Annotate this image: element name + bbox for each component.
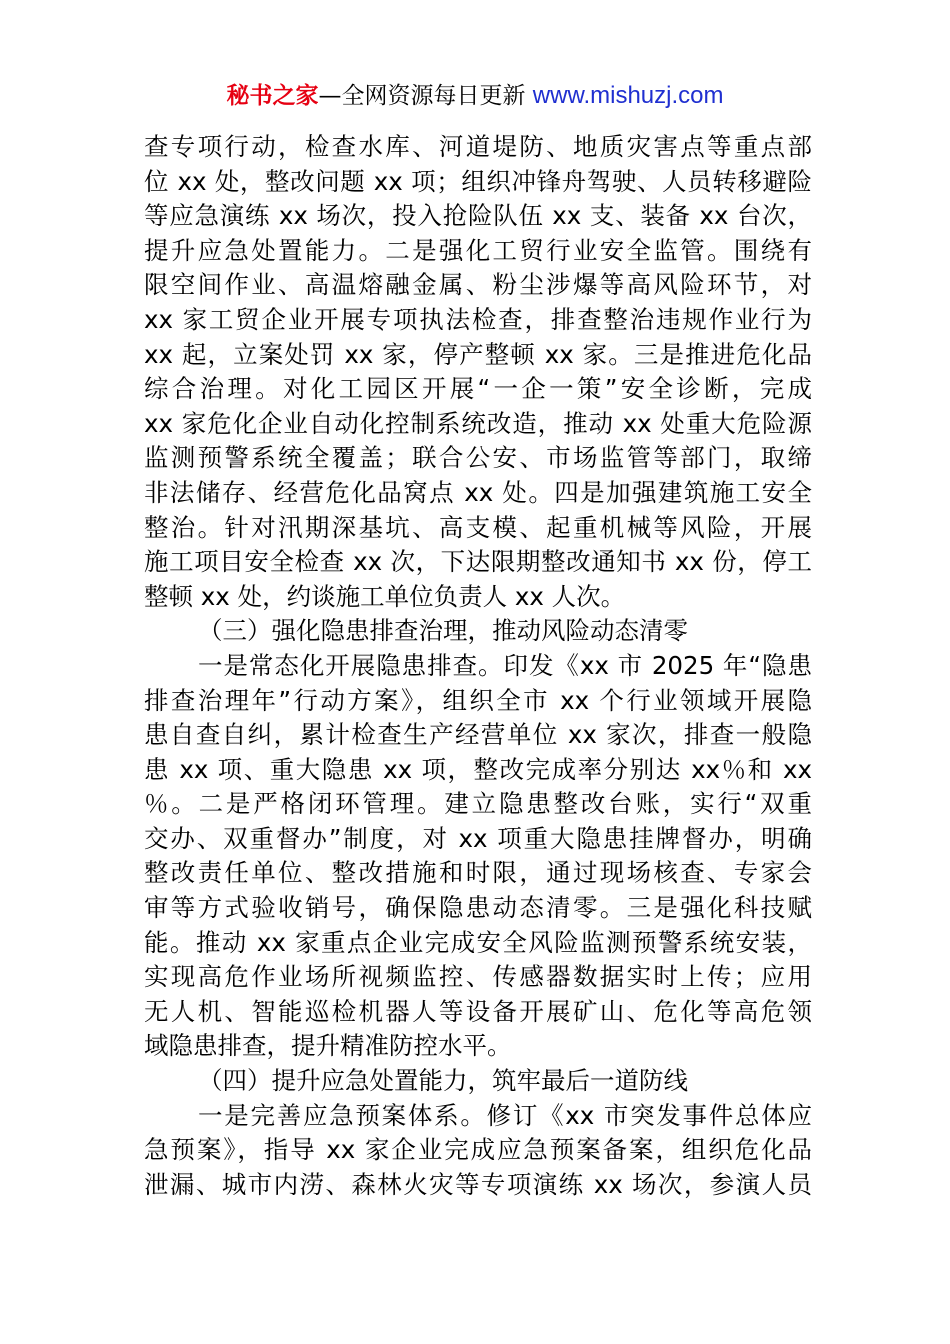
text-line: 查专项行动，检查水库、河道堤防、地质灾害点等重点部	[144, 132, 812, 161]
text-line: 域隐患排查，提升精准防控水平。	[144, 1031, 512, 1061]
text-line: xx 起，立案处罚 xx 家，停产整顿 xx 家。三是推进危化品	[144, 339, 812, 369]
text-line: 非法储存、经营危化品窝点 xx 处。四是加强建筑施工安全	[144, 477, 812, 507]
text-line: 排查治理年”行动方案》，组织全市 xx 个行业领域开展隐	[144, 685, 812, 715]
site-header	[0, 80, 950, 112]
document-body	[144, 130, 812, 1202]
text-line: 限空间作业、高温熔融金属、粉尘涉爆等高风险环节，对	[144, 270, 812, 300]
text-line: 提升应急处置能力。二是强化工贸行业安全监管。围绕有	[144, 235, 812, 265]
site-url-link[interactable]: www.mishuzj.com	[532, 82, 724, 109]
text-line: xx 家工贸企业开展专项执法检查，排查整治违规作业行为	[144, 304, 812, 334]
text-line: 整治。针对汛期深基坑、高支模、起重机械等风险，开展	[144, 512, 812, 542]
brand-name: 秘书之家	[226, 83, 319, 109]
text-line: 等应急演练 xx 场次，投入抢险队伍 xx 支、装备 xx 台次，	[144, 201, 812, 231]
text-line: 急预案》，指导 xx 家企业完成应急预案备案，组织危化品	[144, 1135, 812, 1165]
text-line: 整顿 xx 处，约谈施工单位负责人 xx 人次。	[144, 581, 626, 611]
text-line: 能。推动 xx 家重点企业完成安全风险监测预警系统安装，	[144, 927, 812, 957]
text-line: 监测预警系统全覆盖；联合公安、市场监管等部门，取缔	[144, 443, 812, 473]
section-heading: （四）提升应急处置能力，筑牢最后一道防线	[198, 1066, 688, 1096]
text-line: ％。二是严格闭环管理。建立隐患整改台账，实行“双重	[144, 789, 812, 819]
text-line: 施工项目安全检查 xx 次，下达限期整改通知书 xx 份，停工	[144, 547, 812, 577]
text-line: 审等方式验收销号，确保隐患动态清零。三是强化科技赋	[144, 893, 812, 923]
text-line: 综合治理。对化工园区开展“一企一策”安全诊断，完成	[144, 374, 812, 404]
text-line: 实现高危作业场所视频监控、传感器数据实时上传；应用	[144, 962, 812, 992]
text-line: 一是常态化开展隐患排查。印发《xx 市 2025 年“隐患	[198, 650, 812, 680]
text-line: 一是完善应急预案体系。修订《xx 市突发事件总体应	[198, 1100, 812, 1130]
text-line: 泄漏、城市内涝、森林火灾等专项演练 xx 场次，参演人员	[144, 1169, 812, 1199]
text-line: 交办、双重督办”制度，对 xx 项重大隐患挂牌督办，明确	[144, 823, 812, 853]
text-line: 无人机、智能巡检机器人等设备开展矿山、危化等高危领	[144, 996, 812, 1026]
text-line: 患自查自纠，累计检查生产经营单位 xx 家次，排查一般隐	[144, 720, 812, 750]
text-line: 整改责任单位、整改措施和时限，通过现场核查、专家会	[144, 858, 812, 888]
text-line: 患 xx 项、重大隐患 xx 项，整改完成率分别达 xx％和 xx	[144, 754, 812, 784]
text-line: xx 家危化企业自动化控制系统改造，推动 xx 处重大危险源	[144, 408, 812, 438]
text-line: 位 xx 处，整改问题 xx 项；组织冲锋舟驾驶、人员转移避险	[144, 166, 812, 196]
header-tagline: —全网资源每日更新	[318, 83, 533, 109]
section-heading: （三）强化隐患排查治理，推动风险动态清零	[198, 616, 688, 646]
